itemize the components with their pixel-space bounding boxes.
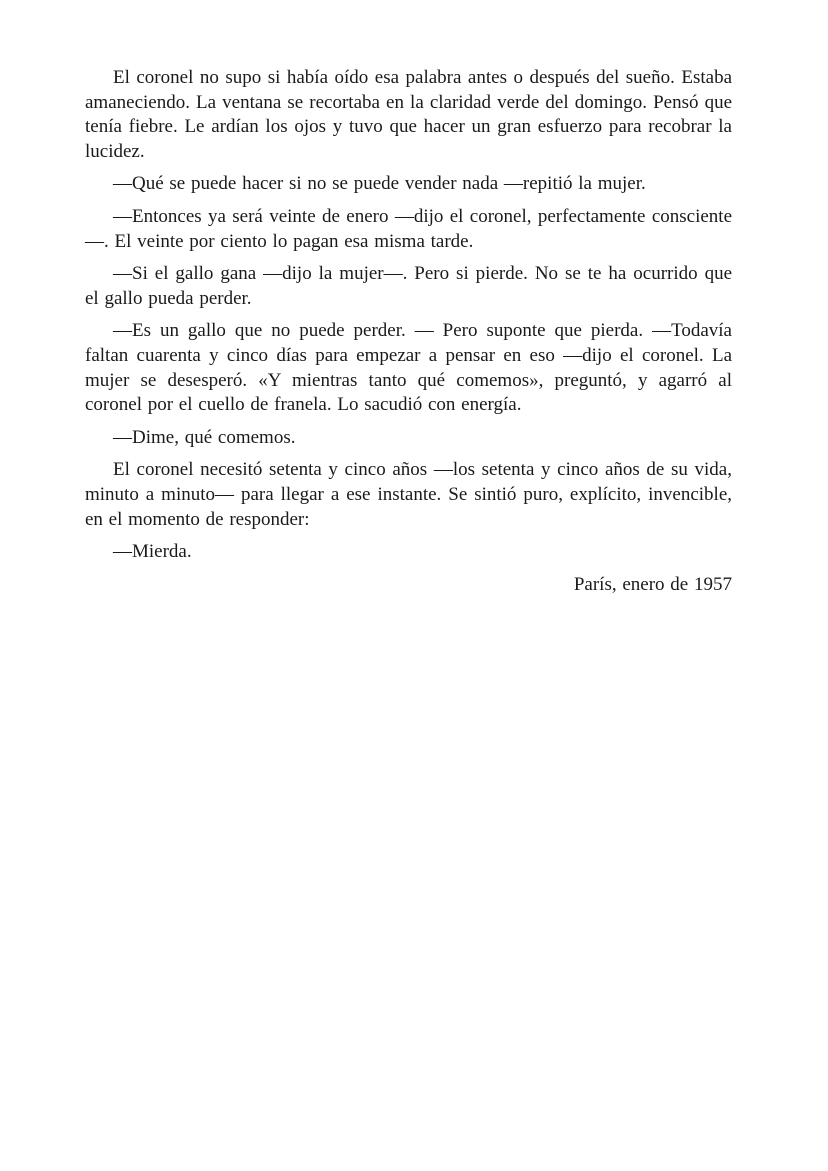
dateline: París, enero de 1957	[573, 573, 732, 595]
book-page-text-block	[85, 66, 732, 597]
paragraph-1: El coronel no supo si había oído esa palabra antes o después del sueño. Estaba amaneciendo. La ventana se recortaba en la claridad verde del domingo. Pensó que tenía fiebre. Le ardían los ojos y tuvo que hacer un gran esfuerzo para recobrar la lucidez.	[85, 67, 732, 162]
paragraph-6: —Dime, qué comemos.	[113, 426, 296, 448]
paragraph-5: —Es un gallo que no puede perder. — Pero suponte que pierda. —Todavía faltan cuarenta y cinco días para empezar a pensar en eso —dijo el coronel. La mujer se desesperó. «Y mientras tanto qué comemos», preguntó, y agarró al coronel por el cuello de franela. Lo sacudió con energía.	[85, 320, 732, 416]
paragraph-2: —Qué se puede hacer si no se puede vender nada —repitió la mujer.	[113, 173, 646, 195]
paragraph-3: —Entonces ya será veinte de enero —dijo el coronel, perfectamente consciente—. El veinte por ciento lo pagan esa misma tarde.	[85, 205, 732, 252]
paragraph-4: —Si el gallo gana —dijo la mujer—. Pero si pierde. No se te ha ocurrido que el gallo pueda perder.	[85, 263, 732, 309]
paragraph-8: —Mierda.	[113, 541, 192, 563]
paragraph-7: El coronel necesitó setenta y cinco años —los setenta y cinco años de su vida, minuto a minuto— para llegar a ese instante. Se sintió puro, explícito, invencible, en el momento de responder:	[85, 459, 732, 530]
